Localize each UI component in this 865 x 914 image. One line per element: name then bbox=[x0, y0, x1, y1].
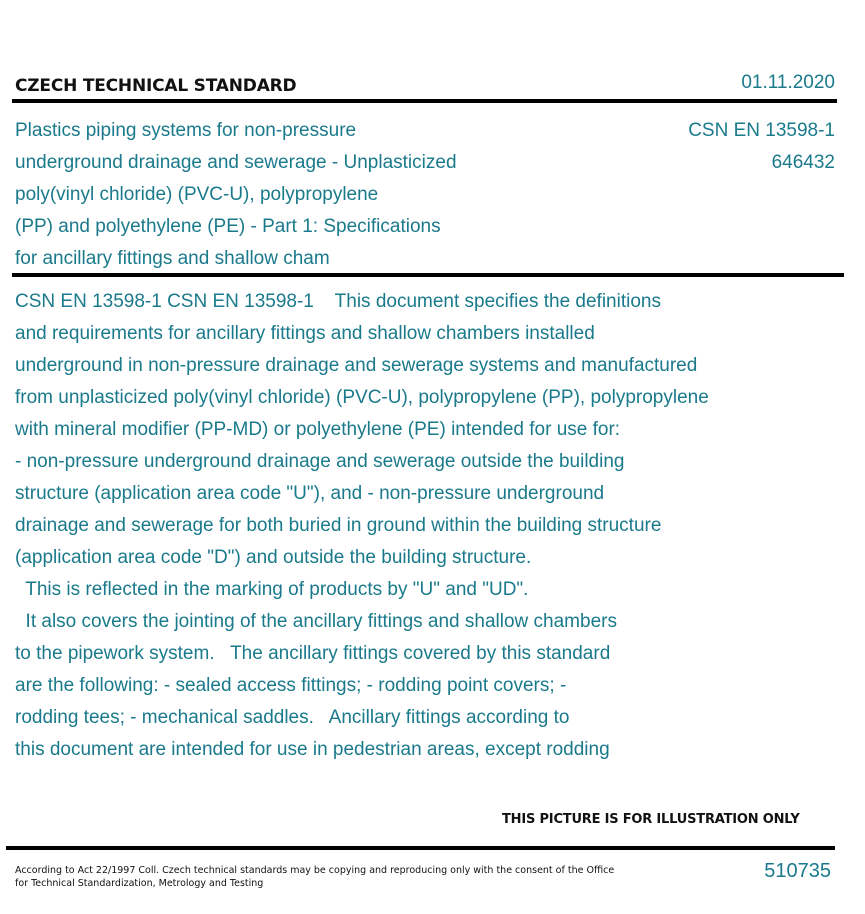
standard-codes bbox=[688, 115, 835, 179]
standard-title bbox=[15, 115, 575, 275]
header-divider bbox=[12, 99, 837, 103]
title-line: underground drainage and sewerage - Unplasticized bbox=[15, 152, 457, 173]
abstract-line: are the following: - sealed access fittings; - rodding point covers; - bbox=[15, 675, 567, 696]
title-divider bbox=[12, 273, 844, 277]
abstract-line: from unplasticized poly(vinyl chloride) (PVC-U), polypropylene (PP), polypropylene bbox=[15, 387, 709, 408]
illustration-note: THIS PICTURE IS FOR ILLUSTRATION ONLY bbox=[502, 812, 800, 827]
abstract-line: to the pipework system. The ancillary fittings covered by this standard bbox=[15, 643, 611, 664]
standard-abstract bbox=[15, 286, 855, 766]
abstract-line: and requirements for ancillary fittings and shallow chambers installed bbox=[15, 323, 595, 344]
standard-code: CSN EN 13598-1 bbox=[688, 120, 835, 141]
title-line: poly(vinyl chloride) (PVC-U), polypropylene bbox=[15, 184, 379, 205]
abstract-line: CSN EN 13598-1 CSN EN 13598-1 This document specifies the definitions bbox=[15, 291, 661, 312]
legal-line: for Technical Standardization, Metrology and Testing bbox=[15, 878, 264, 889]
document-type-label: CZECH TECHNICAL STANDARD bbox=[15, 76, 297, 96]
abstract-line: this document are intended for use in pedestrian areas, except rodding bbox=[15, 739, 610, 760]
abstract-line: rodding tees; - mechanical saddles. Ancillary fittings according to bbox=[15, 707, 570, 728]
title-line: Plastics piping systems for non-pressure bbox=[15, 120, 357, 141]
abstract-line: with mineral modifier (PP-MD) or polyethylene (PE) intended for use for: bbox=[15, 419, 621, 440]
abstract-line: - non-pressure underground drainage and sewerage outside the building bbox=[15, 451, 625, 472]
catalog-number: 646432 bbox=[771, 152, 835, 173]
abstract-line: structure (application area code "U"), and - non-pressure underground bbox=[15, 483, 605, 504]
legal-notice bbox=[15, 864, 614, 890]
abstract-line: (application area code "D") and outside the building structure. bbox=[15, 547, 532, 568]
abstract-line: This is reflected in the marking of products by "U" and "UD". bbox=[15, 579, 529, 600]
footer-code: 510735 bbox=[764, 860, 831, 882]
publication-date: 01.11.2020 bbox=[741, 72, 835, 93]
abstract-line: It also covers the jointing of the ancillary fittings and shallow chambers bbox=[15, 611, 617, 632]
title-line: (PP) and polyethylene (PE) - Part 1: Specifications bbox=[15, 216, 441, 237]
footer-divider bbox=[6, 846, 835, 850]
title-line: for ancillary fittings and shallow cham bbox=[15, 248, 330, 269]
abstract-line: underground in non-pressure drainage and sewerage systems and manufactured bbox=[15, 355, 698, 376]
abstract-line: drainage and sewerage for both buried in ground within the building structure bbox=[15, 515, 662, 536]
legal-line: According to Act 22/1997 Coll. Czech technical standards may be copying and reproducing only with the consent of the Office bbox=[15, 865, 615, 876]
